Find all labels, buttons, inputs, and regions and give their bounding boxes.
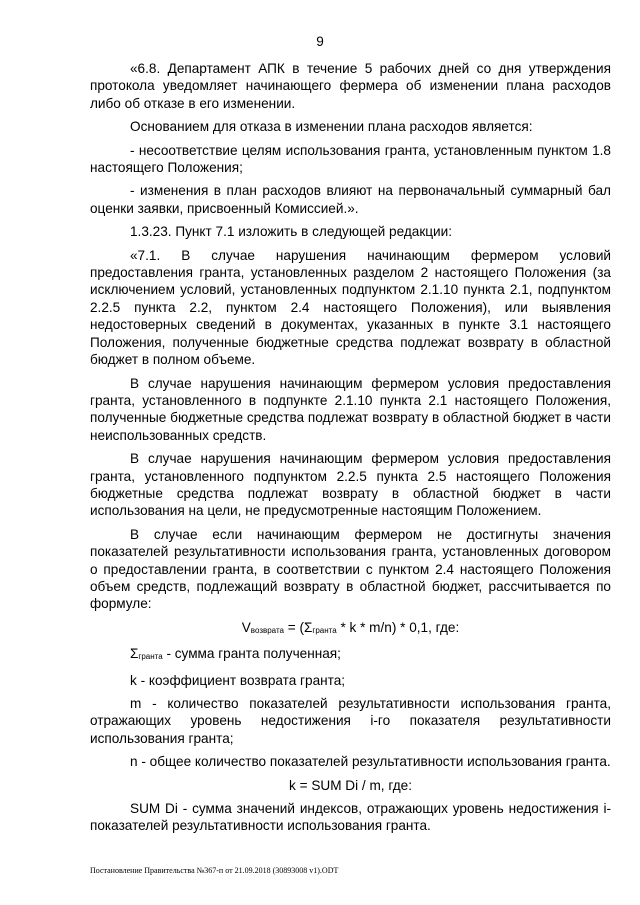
paragraph-refusal-basis: Основанием для отказа в изменении плана расходов является: <box>130 119 533 135</box>
paragraph-7-1: «7.1. В случае нарушения начинающим фермером условий предоставления гранта, установленных разделом 2 настоящего Положения (за исключением условий, установленных подпунктом 2.1.10 пункта 2.1, подпунктом 2.2.5 пункта 2.2, пунктом 2.4 настоящего Положения), или выявления недостоверных сведений в документах, указанных в пункте 3.1 настоящего Положения, полученные бюджетные средства подлежат возврату в областной бюджет в полном объеме. <box>90 247 611 368</box>
definition-n: n - общее количество показателей результативности использования гранта. <box>130 754 611 770</box>
paragraph-1-3-23: 1.3.23. Пункт 7.1 изложить в следующей редакции: <box>130 224 453 240</box>
document-body <box>90 60 611 841</box>
paragraph-plan-changes: - изменения в план расходов влияют на первоначальный суммарный бал оценки заявки, присвоенный Комиссией.». <box>90 183 611 216</box>
document-footer: Постановление Правительства №367-п от 21.09.2018 (30893008 v1).ODT <box>90 866 339 875</box>
sigma-symbol: Σ <box>130 646 139 662</box>
formula-v-sub: возврата <box>250 625 284 635</box>
sigma-text: - сумма гранта полученная; <box>162 646 341 662</box>
definition-sigma <box>90 645 611 665</box>
definition-k: k - коэффициент возврата гранта; <box>130 672 346 688</box>
sigma-sub: гранта <box>138 652 163 662</box>
definition-sum-di: SUM Di - сумма значений индексов, отражающих уровень недостижения i- показателей результативности использования гранта. <box>90 801 611 834</box>
formula-v-return <box>90 619 611 639</box>
definition-m: m - количество показателей результативности использования гранта, отражающих уровень недостижения i-го показателя результативности использования гранта; <box>90 696 611 746</box>
paragraph-indicators: В случае если начинающим фермером не достигнуты значения показателей результативности использования гранта, установленных договором о предоставлении гранта, в соответствии с пунктом 2.4 настоящего Положения объем средств, подлежащий возврату в областной бюджет, рассчитывается по формуле: <box>90 526 611 612</box>
paragraph-violation-2-2-5: В случае нарушения начинающим фермером условия предоставления гранта, установленного подпунктом 2.2.5 пункта 2.5 настоящего Положения бюджетные средства подлежат возврату в областной бюджет в части использования на цели, не предусмотренные настоящим Положением. <box>90 451 611 519</box>
paragraph-6-8: «6.8. Департамент АПК в течение 5 рабочих дней со дня утверждения протокола уведомляет начинающего фермера об изменении плана расходов либо об отказе в его изменении. <box>90 61 611 111</box>
formula-mid1: = (Σ <box>283 619 313 635</box>
formula-k: k = SUM Di / m, где: <box>289 777 412 793</box>
paragraph-mismatch: - несоответствие целям использования гранта, установленным пунктом 1.8 настоящего Положения; <box>90 142 611 176</box>
formula-mid2: * k * m/n) * 0,1, где: <box>336 619 460 635</box>
formula-v: V <box>241 619 251 635</box>
formula-sigma-sub: гранта <box>312 625 337 635</box>
paragraph-violation-2-1-10: В случае нарушения начинающим фермером условия предоставления гранта, установленного в подпункте 2.1.10 пункта 2.1 настоящего Положения, полученные бюджетные средства подлежат возврату в областной бюджет в части неиспользованных средств. <box>90 375 611 443</box>
page-number: 9 <box>316 34 324 49</box>
